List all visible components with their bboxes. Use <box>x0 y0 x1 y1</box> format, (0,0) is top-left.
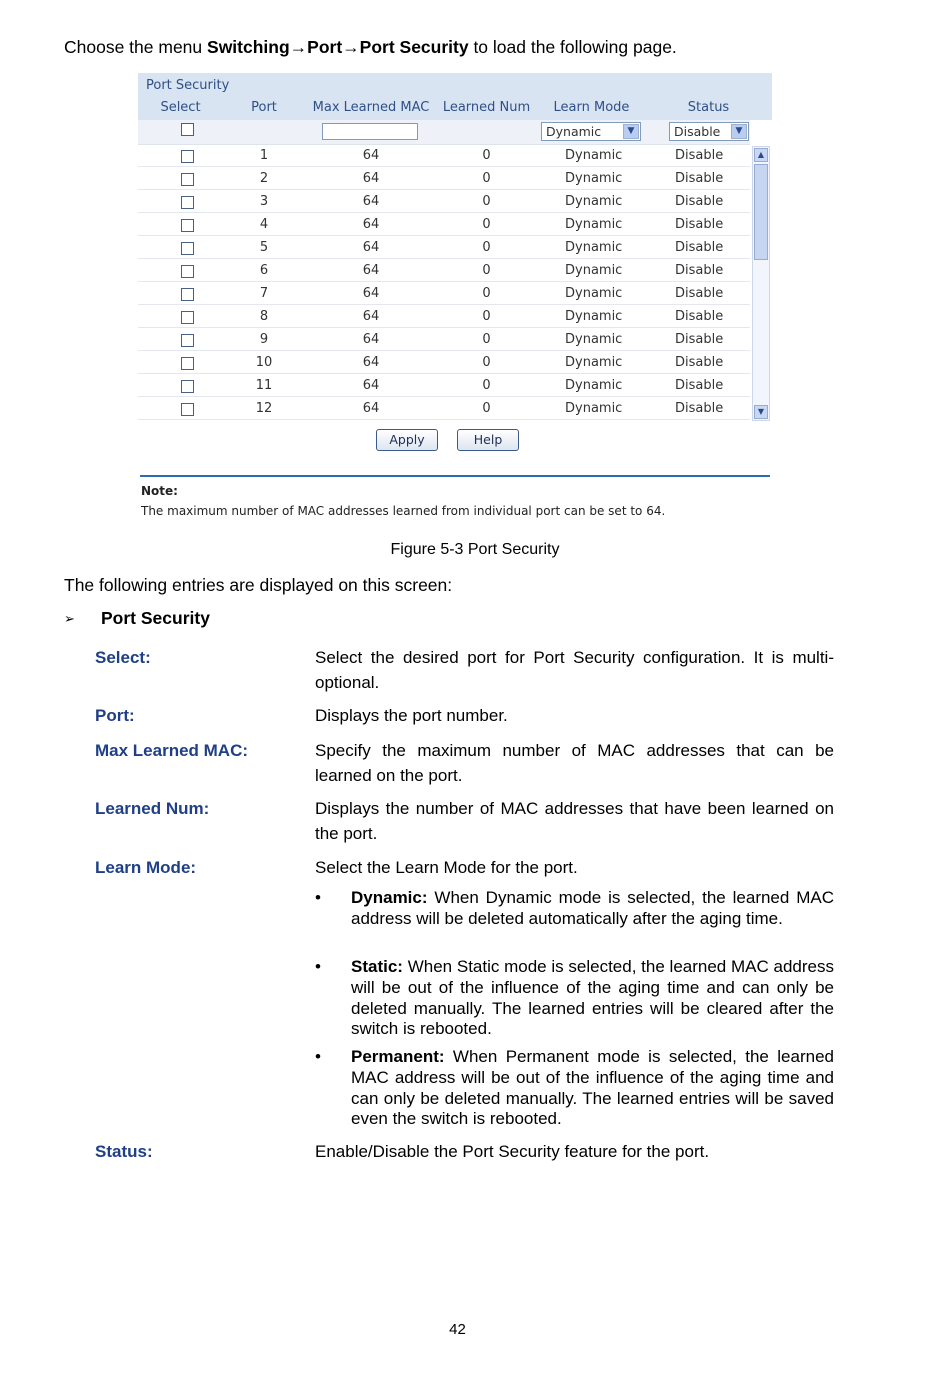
learned-num-cell: 0 <box>482 217 491 232</box>
learned-num-cell: 0 <box>482 148 491 163</box>
header-learned-num: Learned Num <box>442 100 531 115</box>
port-cell: 10 <box>255 355 273 370</box>
table-row <box>138 167 750 190</box>
status-cell: Disable <box>675 332 724 347</box>
term-port: Port: <box>95 706 135 725</box>
header-port: Port <box>251 100 277 115</box>
header-max-learned-mac: Max Learned MAC <box>312 100 430 115</box>
learn-mode-cell: Dynamic <box>565 378 623 393</box>
table-row <box>138 236 750 259</box>
table-row <box>138 144 750 167</box>
status-cell: Disable <box>675 378 724 393</box>
row-select-checkbox[interactable] <box>181 288 194 301</box>
learn-mode-select[interactable] <box>541 122 641 141</box>
note-divider <box>140 475 770 477</box>
max-learned-mac-cell: 64 <box>362 148 380 163</box>
desc-status: Enable/Disable the Port Security feature for the port. <box>315 1142 710 1161</box>
scroll-down-icon[interactable]: ▼ <box>754 405 768 419</box>
max-learned-mac-cell: 64 <box>362 240 380 255</box>
desc-port: Displays the port number. <box>315 706 508 725</box>
status-cell: Disable <box>675 194 724 209</box>
term-max-learned-mac: Max Learned MAC: <box>95 741 249 760</box>
desc-select: Select the desired port for Port Security configuration. It is multi-optional. <box>315 648 834 692</box>
learn-mode-cell: Dynamic <box>565 148 623 163</box>
status-cell: Disable <box>675 401 724 416</box>
mode-dynamic-name: Dynamic: <box>351 888 428 907</box>
row-select-checkbox[interactable] <box>181 242 194 255</box>
status-cell: Disable <box>675 148 724 163</box>
status-cell: Disable <box>675 286 724 301</box>
mode-permanent-name: Permanent: <box>351 1047 445 1066</box>
mode-dynamic-item <box>351 888 834 930</box>
header-status: Status <box>687 100 730 115</box>
learned-num-cell: 0 <box>482 263 491 278</box>
max-learned-mac-cell: 64 <box>362 194 380 209</box>
learned-num-cell: 0 <box>482 401 491 416</box>
learn-mode-cell: Dynamic <box>565 355 623 370</box>
learn-mode-cell: Dynamic <box>565 194 623 209</box>
learned-num-cell: 0 <box>482 355 491 370</box>
port-cell: 8 <box>259 309 269 324</box>
select-all-checkbox[interactable] <box>181 123 194 136</box>
learned-num-cell: 0 <box>482 378 491 393</box>
table-scrollbar[interactable] <box>752 146 770 421</box>
row-select-checkbox[interactable] <box>181 334 194 347</box>
max-learned-mac-cell: 64 <box>362 217 380 232</box>
table-row <box>138 213 750 236</box>
port-cell: 2 <box>259 171 269 186</box>
learn-mode-selected: Dynamic <box>546 124 602 139</box>
status-cell: Disable <box>675 355 724 370</box>
port-cell: 3 <box>259 194 269 209</box>
port-cell: 4 <box>259 217 269 232</box>
table-row <box>138 282 750 305</box>
status-cell: Disable <box>675 217 724 232</box>
list-bullet: • <box>315 1047 321 1066</box>
table-row <box>138 328 750 351</box>
table-row <box>138 305 750 328</box>
row-select-checkbox[interactable] <box>181 265 194 278</box>
learn-mode-cell: Dynamic <box>565 263 623 278</box>
max-learned-mac-cell: 64 <box>362 378 380 393</box>
learn-mode-cell: Dynamic <box>565 309 623 324</box>
term-learned-num: Learned Num: <box>95 799 210 818</box>
mode-permanent-item <box>351 1047 834 1130</box>
status-cell: Disable <box>675 240 724 255</box>
row-select-checkbox[interactable] <box>181 357 194 370</box>
max-learned-mac-input[interactable] <box>322 123 418 140</box>
learned-num-cell: 0 <box>482 240 491 255</box>
max-learned-mac-cell: 64 <box>362 355 380 370</box>
table-row <box>138 259 750 282</box>
intro-suffix: to load the following page. <box>468 37 677 57</box>
apply-button[interactable]: Apply <box>376 429 438 451</box>
panel-title: Port Security <box>138 73 772 96</box>
mode-permanent-text: When Permanent mode is selected, the learned MAC address will be out of the influence of the aging time and can only be deleted manually. The learned entries will be saved even the switch is rebooted. <box>351 1047 834 1129</box>
chevron-down-icon: ▼ <box>623 124 639 139</box>
row-select-checkbox[interactable] <box>181 403 194 416</box>
menu-path: Switching→Port→Port Security <box>207 37 469 57</box>
status-select[interactable] <box>669 122 749 141</box>
status-cell: Disable <box>675 263 724 278</box>
row-select-checkbox[interactable] <box>181 150 194 163</box>
status-cell: Disable <box>675 171 724 186</box>
term-status: Status: <box>95 1142 153 1161</box>
arrow-bullet-icon: ➢ <box>64 611 75 626</box>
desc-max-learned-mac: Specify the maximum number of MAC addresses that can be learned on the port. <box>315 741 834 785</box>
max-learned-mac-cell: 64 <box>362 286 380 301</box>
desc-learned-num: Displays the number of MAC addresses that have been learned on the port. <box>315 799 834 843</box>
mode-static-text: When Static mode is selected, the learned MAC address will be out of the influence of the aging time and can only be deleted manually. The learned entries will be cleared after the switch is rebooted. <box>351 957 834 1039</box>
learn-mode-cell: Dynamic <box>565 240 623 255</box>
port-security-panel <box>138 73 772 528</box>
mode-static-item <box>351 957 834 1040</box>
term-learn-mode: Learn Mode: <box>95 858 197 877</box>
table-row <box>138 397 750 420</box>
scroll-up-icon[interactable]: ▲ <box>754 148 768 162</box>
table-row <box>138 351 750 374</box>
port-cell: 5 <box>259 240 269 255</box>
note-title: Note: <box>141 484 178 498</box>
desc-learn-mode: Select the Learn Mode for the port. <box>315 858 578 877</box>
max-learned-mac-cell: 64 <box>362 309 380 324</box>
lead-paragraph: The following entries are displayed on this screen: <box>64 575 453 595</box>
max-learned-mac-cell: 64 <box>362 332 380 347</box>
port-cell: 11 <box>255 378 273 393</box>
row-select-checkbox[interactable] <box>181 196 194 209</box>
learned-num-cell: 0 <box>482 171 491 186</box>
table-header <box>138 96 772 120</box>
port-cell: 6 <box>259 263 269 278</box>
learn-mode-cell: Dynamic <box>565 171 623 186</box>
port-cell: 1 <box>259 148 269 163</box>
scroll-thumb[interactable] <box>754 164 768 260</box>
intro-prefix: Choose the menu <box>64 37 208 57</box>
help-button[interactable]: Help <box>457 429 519 451</box>
max-learned-mac-cell: 64 <box>362 171 380 186</box>
status-cell: Disable <box>675 309 724 324</box>
term-select: Select: <box>95 648 151 667</box>
learn-mode-cell: Dynamic <box>565 286 623 301</box>
table-row <box>138 374 750 397</box>
max-learned-mac-cell: 64 <box>362 401 380 416</box>
batch-config-row <box>138 120 750 145</box>
chevron-down-icon: ▼ <box>731 124 747 139</box>
note-text: The maximum number of MAC addresses learned from individual port can be set to 64. <box>141 504 666 518</box>
mode-static-name: Static: <box>351 957 403 976</box>
row-select-checkbox[interactable] <box>181 173 194 186</box>
table-row <box>138 190 750 213</box>
row-select-checkbox[interactable] <box>181 380 194 393</box>
learned-num-cell: 0 <box>482 309 491 324</box>
section-title: Port Security <box>101 608 210 628</box>
learn-mode-cell: Dynamic <box>565 401 623 416</box>
port-cell: 9 <box>259 332 269 347</box>
status-selected: Disable <box>674 124 721 139</box>
learned-num-cell: 0 <box>482 194 491 209</box>
list-bullet: • <box>315 957 321 976</box>
max-learned-mac-cell: 64 <box>362 263 380 278</box>
intro-paragraph <box>64 37 677 58</box>
list-bullet: • <box>315 888 321 907</box>
port-cell: 12 <box>255 401 273 416</box>
figure-caption: Figure 5-3 Port Security <box>390 541 560 558</box>
header-select: Select <box>160 100 201 115</box>
learned-num-cell: 0 <box>482 332 491 347</box>
mode-dynamic-text: When Dynamic mode is selected, the learned MAC address will be deleted automatically after the aging time. <box>351 888 834 928</box>
learned-num-cell: 0 <box>482 286 491 301</box>
learn-mode-cell: Dynamic <box>565 332 623 347</box>
port-cell: 7 <box>259 286 269 301</box>
learn-mode-cell: Dynamic <box>565 217 623 232</box>
row-select-checkbox[interactable] <box>181 219 194 232</box>
row-select-checkbox[interactable] <box>181 311 194 324</box>
header-learn-mode: Learn Mode <box>553 100 630 115</box>
page-number: 42 <box>449 1321 466 1338</box>
